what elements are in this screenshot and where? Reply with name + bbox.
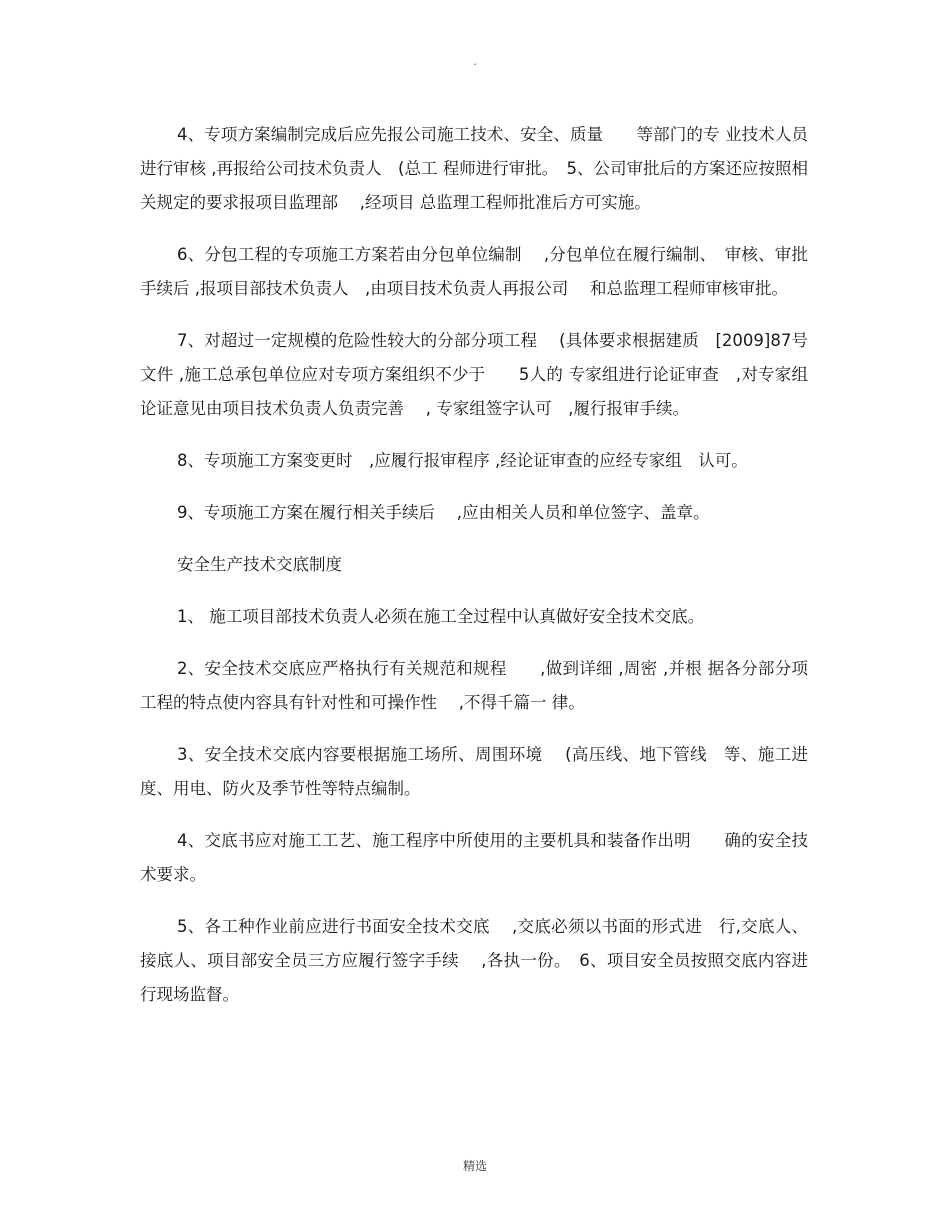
- footer-label: 精选: [462, 1159, 487, 1173]
- paragraph-item-9: 9、专项施工方案在履行相关手续后 ,应由相关人员和单位签字、盖章。: [177, 503, 710, 522]
- paragraph-item-2: 2、安全技术交底应严格执行有关规范和规程 ,做到详细 ,周密 ,并根 据各分部分项工程的特点使内容具有针对性和可操作性 ,不得千篇一 律。: [140, 659, 808, 712]
- paragraph-item-8: 8、专项施工方案变更时 ,应履行报审程序 ,经论证审查的应经专家组 认可。: [177, 451, 748, 470]
- header-mark: ·: [473, 58, 477, 71]
- paragraph-item-1: 1、 施工项目部技术负责人必须在施工全过程中认真做好安全技术交底。: [177, 607, 705, 626]
- paragraph-item-4b: 4、交底书应对施工工艺、施工程序中所使用的主要机具和装备作出明 确的安全技术要求。: [140, 831, 808, 884]
- paragraph-item-5: 5、各工种作业前应进行书面安全技术交底 ,交底必须以书面的形式进 行,交底人、接底人、项目部安全员三方应履行签字手续 ,各执一份。 6、项目安全员按照交底内容进行现场监督。: [140, 917, 808, 1004]
- paragraph-item-3: 3、安全技术交底内容要根据施工场所、周围环境 (高压线、地下管线 等、施工进度、用电、防火及季节性等特点编制。: [140, 745, 808, 798]
- document-body: [140, 118, 808, 1030]
- paragraph-item-4: 4、专项方案编制完成后应先报公司施工技术、安全、质量 等部门的专 业技术人员进行审核 ,再报给公司技术负责人 (总工 程师进行审批。 5、公司审批后的方案还应按照相关规定的要求报项目监理部 ,经项目 总监理工程师批准后方可实施。: [140, 125, 808, 212]
- section-heading: 安全生产技术交底制度: [177, 555, 342, 574]
- paragraph-item-7: 7、对超过一定规模的危险性较大的分部分项工程 (具体要求根据建质 [2009]87号文件 ,施工总承包单位应对专项方案组织不少于 5人的 专家组进行论证审查 ,对专家组论证意见由项目技术负责人负责完善 , 专家组签字认可 ,履行报审手续。: [140, 331, 808, 418]
- paragraph-item-6: 6、分包工程的专项施工方案若由分包单位编制 ,分包单位在履行编制、 审核、审批手续后 ,报项目部技术负责人 ,由项目技术负责人再报公司 和总监理工程师审核审批。: [140, 245, 808, 298]
